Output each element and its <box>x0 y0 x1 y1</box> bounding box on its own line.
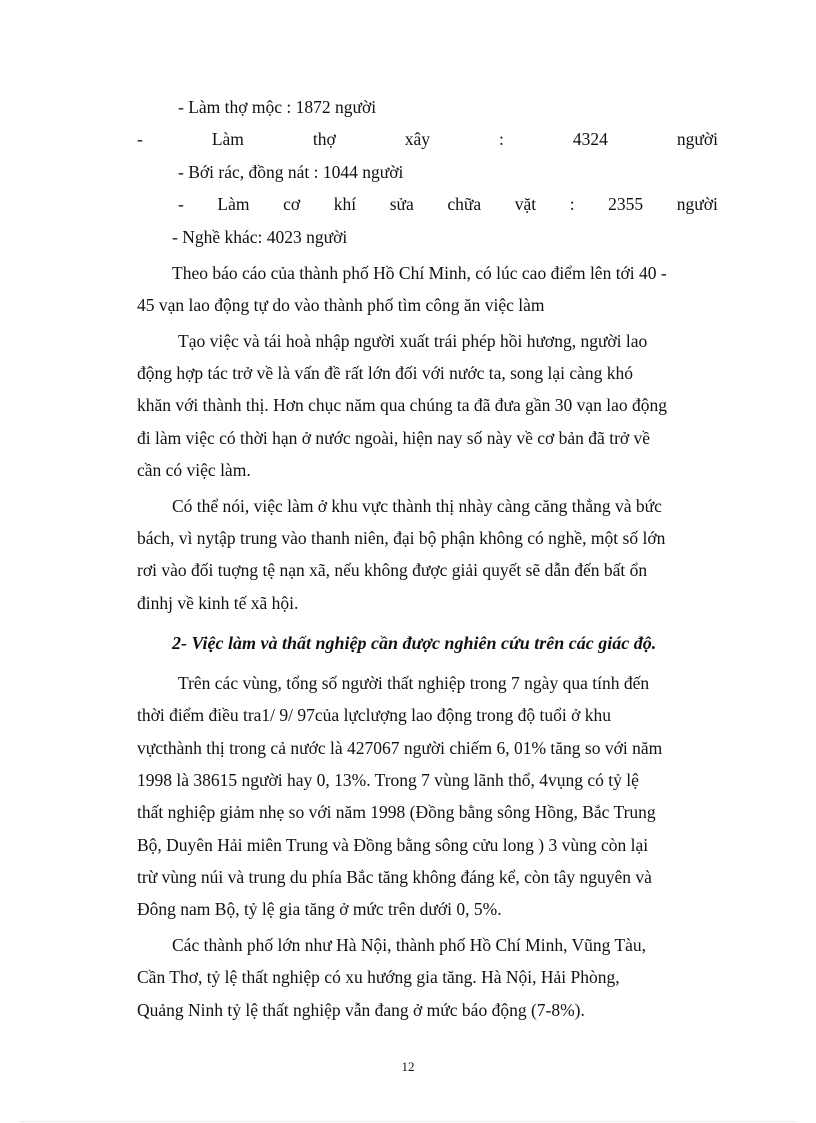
paragraph-line: Tạo việc và tái hoà nhập người xuất trái phép hồi hương, người lao <box>178 331 648 351</box>
word: xây <box>404 129 431 149</box>
paragraph-line: rơi vào đối tuợng tệ nạn xã, nếu không được giải quyết sẽ dẫn đến bất ổn <box>137 560 648 580</box>
paragraph-line: động hợp tác trở về là vấn đề rất lớn đối với nước ta, song lại càng khó <box>137 363 634 383</box>
word: sửa <box>389 194 414 214</box>
paragraph-line: Cần Thơ, tỷ lệ thất nghiệp có xu hướng gia tăng. Hà Nội, Hải Phòng, <box>137 967 620 987</box>
word: người <box>676 194 718 214</box>
paragraph-line: Các thành phố lớn như Hà Nội, thành phố Hồ Chí Minh, Vũng Tàu, <box>172 935 647 955</box>
word: người <box>676 129 718 149</box>
word: 4324 <box>572 129 608 149</box>
word: 2355 <box>608 194 644 214</box>
paragraph-line: 1998 là 38615 người hay 0, 13%. Trong 7 vùng lãnh thổ, 4vụng có tỷ lệ <box>137 770 639 790</box>
word: : <box>569 194 575 214</box>
word: Làm <box>217 194 250 214</box>
paragraph-line: đinhj về kinh tế xã hội. <box>137 593 299 613</box>
paragraph-line: Trên các vùng, tổng số người thất nghiệp trong 7 ngày qua tính đến <box>178 673 650 693</box>
paragraph-line: thời điểm điều tra1/ 9/ 97của lựclượng lao động trong độ tuổi ở khu <box>137 705 611 725</box>
list-item-carpenter: - Làm thợ mộc : 1872 người <box>178 97 377 117</box>
paragraph-line: Theo báo cáo của thành phố Hồ Chí Minh, có lúc cao điểm lên tới 40 - <box>172 263 667 283</box>
list-item-scavenger: - Bới rác, đồng nát : 1044 người <box>178 162 404 182</box>
paragraph-line: vựcthành thị trong cả nước là 427067 người chiếm 6, 01% tăng so với năm <box>137 738 663 758</box>
paragraph-line: 45 vạn lao động tự do vào thành phố tìm công ăn việc làm <box>137 295 545 315</box>
paragraph-line: thất nghiệp giảm nhẹ so với năm 1998 (Đồng bằng sông Hồng, Bắc Trung <box>137 802 656 822</box>
word: thợ <box>312 129 336 149</box>
paragraph-line: đi làm việc có thời hạn ở nước ngoài, hiện nay số này về cơ bản đã trở về <box>137 428 651 448</box>
list-item-builder <box>137 128 718 150</box>
word: khí <box>333 194 357 214</box>
word: Làm <box>211 129 244 149</box>
paragraph-line: Đông nam Bộ, tỷ lệ gia tăng ở mức trên dưới 0, 5%. <box>137 899 502 919</box>
word: - <box>137 129 143 149</box>
word: - <box>178 194 184 214</box>
list-item-other: - Nghề khác: 4023 người <box>172 227 348 247</box>
word: vặt <box>514 194 537 214</box>
paragraph-line: Bộ, Duyên Hải miên Trung và Đồng bằng sông cửu long ) 3 vùng còn lại <box>137 835 649 855</box>
paragraph-line: cần có việc làm. <box>137 460 251 480</box>
paragraph-line: khăn với thành thị. Hơn chục năm qua chúng ta đã đưa gần 30 vạn lao động <box>137 395 668 415</box>
paragraph-line: trừ vùng núi và trung du phía Bắc tăng không đáng kể, còn tây nguyên và <box>137 867 652 887</box>
page-number: 12 <box>401 1059 415 1074</box>
word: chữa <box>447 194 482 214</box>
page-bottom-border <box>20 1121 796 1122</box>
word: : <box>499 129 504 149</box>
section-heading: 2- Việc làm và thất nghiệp cần được nghiên cứu trên các giác độ. <box>172 633 657 653</box>
word: cơ <box>283 194 301 214</box>
paragraph-line: Quảng Ninh tỷ lệ thất nghiệp vẫn đang ở mức báo động (7-8%). <box>137 1000 585 1020</box>
list-item-mechanic <box>178 193 718 215</box>
paragraph-line: Có thể nói, việc làm ở khu vực thành thị nhày càng căng thẳng và bức <box>172 496 662 516</box>
paragraph-line: bách, vì nytập trung vào thanh niên, đại bộ phận không có nghề, một số lớn <box>137 528 666 548</box>
